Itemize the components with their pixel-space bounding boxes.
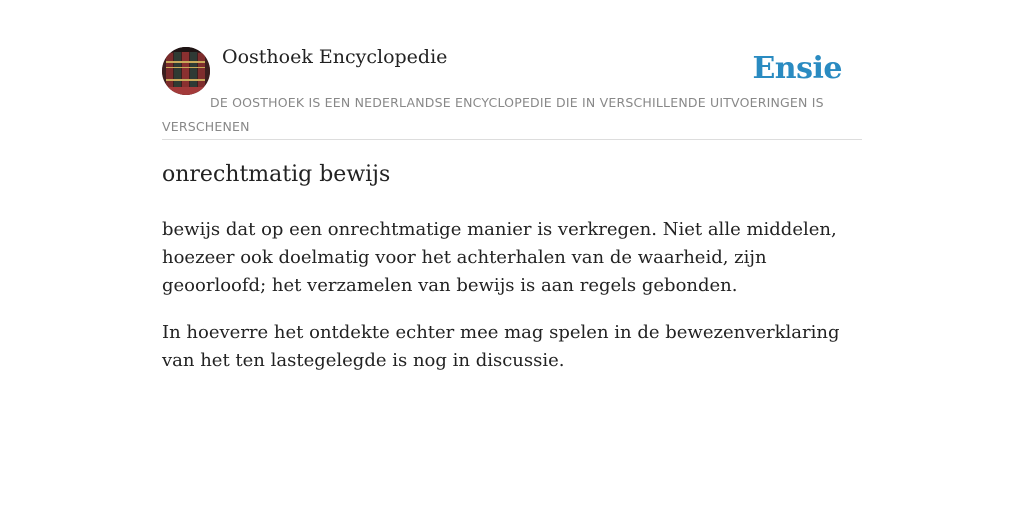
book-spines-icon [162, 47, 210, 95]
ensie-logo[interactable]: Ensie [752, 51, 842, 86]
source-description: DE OOSTHOEK IS EEN NEDERLANDSE ENCYCLOPEDIE DIE IN VERSCHILLENDE UITVOERINGEN IS VERSCHENEN [162, 95, 824, 134]
article-headword: onrechtmatig bewijs [162, 162, 391, 187]
source-avatar[interactable] [162, 47, 210, 95]
article-content [162, 216, 862, 394]
source-title[interactable]: Oosthoek Encyclopedie [222, 46, 448, 68]
article-paragraph: In hoeverre het ontdekte echter mee mag spelen in de bewezenverklaring van het ten lastegelegde is nog in discussie. [162, 322, 840, 371]
source-header [162, 47, 862, 140]
article-paragraph: bewijs dat op een onrechtmatige manier is verkregen. Niet alle middelen, hoezeer ook doelmatig voor het achterhalen van de waarheid, zijn geoorloofd; het verzamelen van bewijs is aan regels gebonden. [162, 219, 837, 296]
